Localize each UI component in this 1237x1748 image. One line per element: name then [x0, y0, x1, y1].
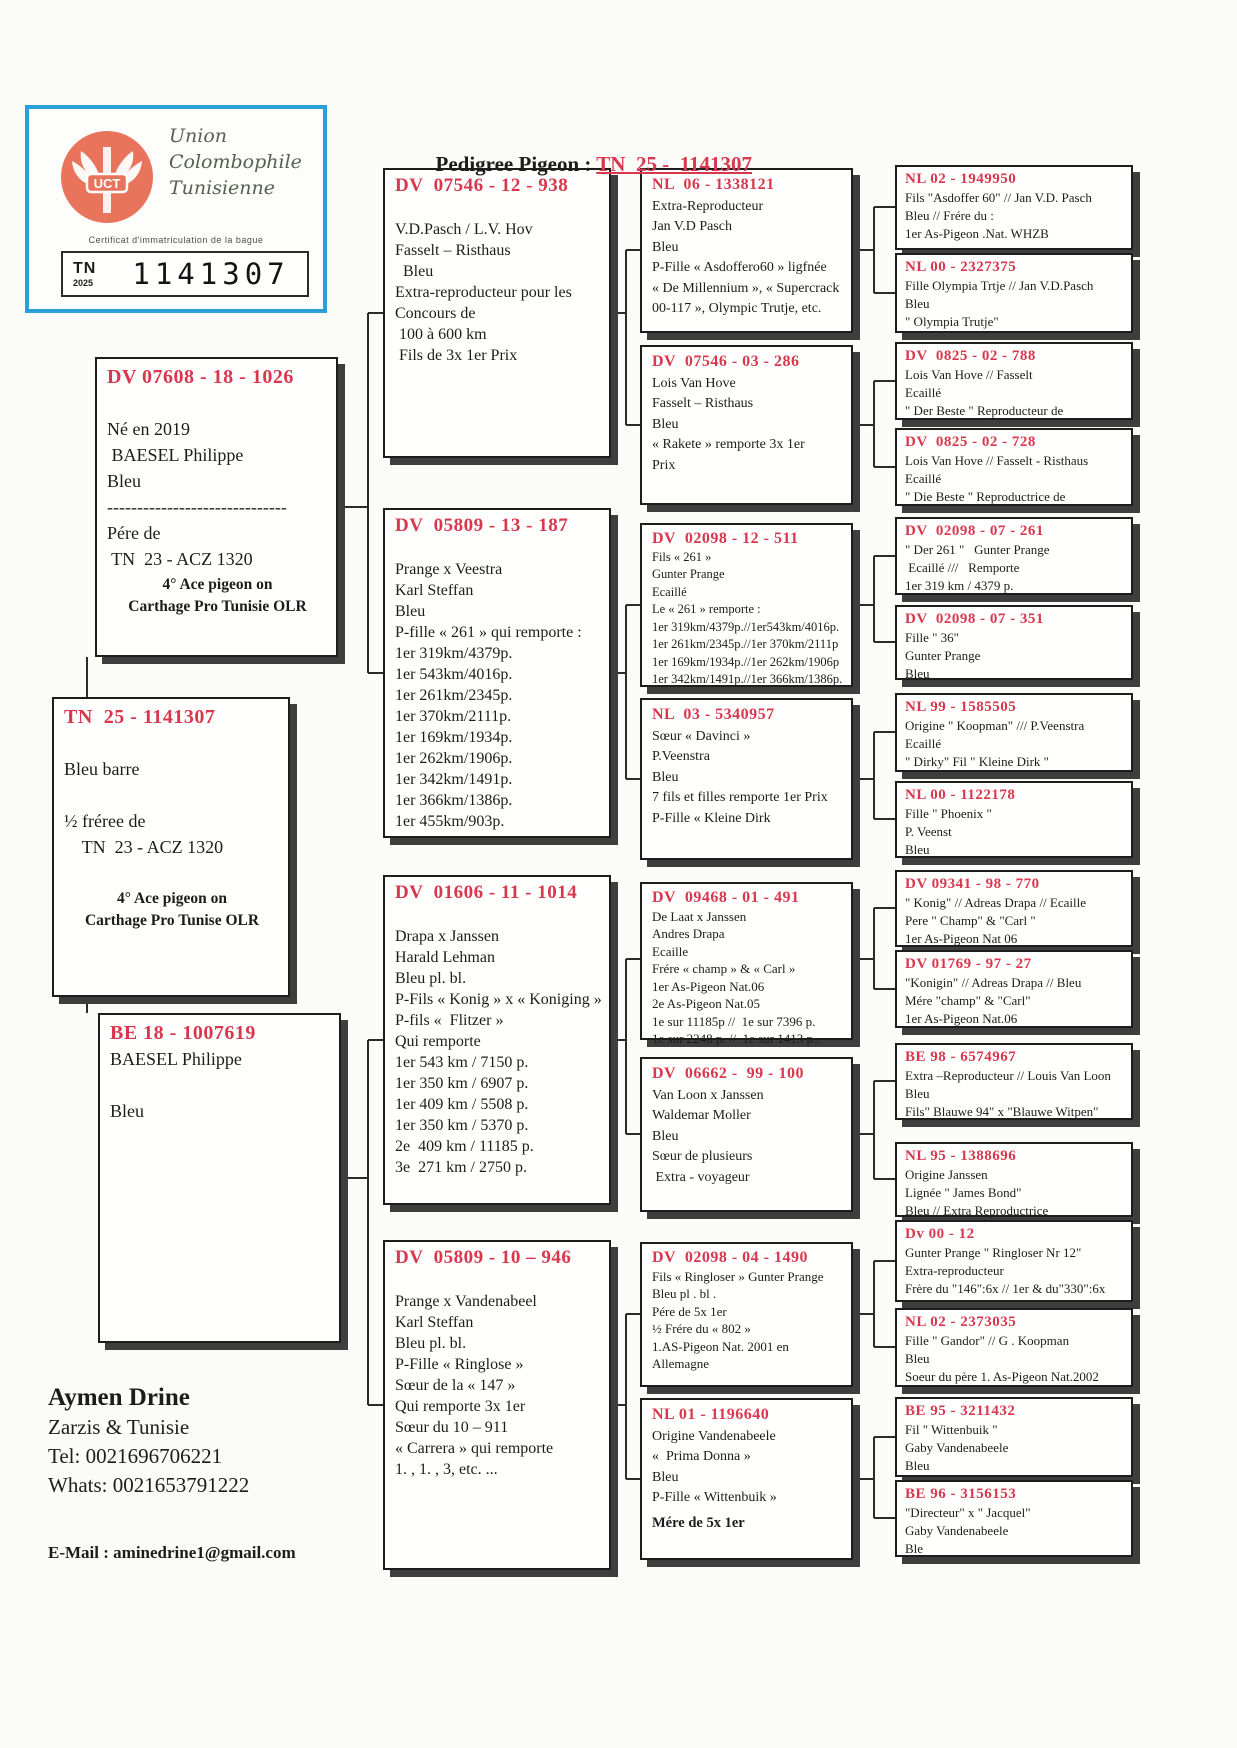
box-line: 1er 370km/2111p.	[395, 708, 512, 725]
box-line: Ecaillé	[652, 584, 687, 599]
box-line: 1er 455km/903p.	[395, 813, 505, 830]
box-bold-lines	[64, 888, 280, 932]
breeder-phone: Tel: 0021696706221	[48, 1444, 223, 1468]
box-line: Lois Van Hove // Fasselt - Risthaus	[905, 453, 1089, 468]
box-line: Sœur de plusieurs	[652, 1149, 753, 1164]
box-line: Origine Janssen	[905, 1167, 988, 1182]
box-line: « Rakete » remporte 3x 1er	[652, 437, 805, 452]
box-dv-0825-02-788	[895, 342, 1133, 420]
box-line: Andres Drapa	[652, 926, 725, 941]
box-lines	[395, 1270, 601, 1480]
box-line: TN 23 - ACZ 1320	[107, 549, 253, 569]
box-line: Bleu pl. bl.	[395, 970, 467, 987]
box-line: Bleu	[905, 296, 930, 311]
box-line: Frère du "146":6x // 1er & du"330":6x	[905, 1281, 1106, 1296]
box-line: Gunter Prange	[652, 567, 725, 581]
box-line: Fils "Asdoffer 60" // Jan V.D. Pasch	[905, 190, 1092, 205]
box-line: Mére "champ" & "Carl"	[905, 993, 1031, 1008]
box-line: " Die Beste " Reproductrice de	[905, 489, 1066, 504]
box-header: BE 96 - 3156153	[905, 1486, 1017, 1502]
box-header: NL 99 - 1585505	[905, 699, 1017, 715]
box-header: BE 98 - 6574967	[905, 1049, 1017, 1065]
box-line: 1er 350 km / 5370 p.	[395, 1117, 529, 1134]
box-line: Sœur du 10 – 911	[395, 1419, 509, 1436]
box-header: DV 02098 - 04 - 1490	[652, 1249, 808, 1266]
box-dv-00-12	[895, 1220, 1133, 1302]
box-line: Bleu	[652, 416, 679, 432]
box-lines	[652, 1268, 843, 1373]
box-line: " Der Beste " Reproducteur de	[905, 403, 1064, 418]
box-line: 1er 319km/4379p.	[395, 645, 513, 662]
box-dv-01769-97-27	[895, 950, 1133, 1028]
ring-number: 1141307	[132, 257, 290, 291]
box-line: 100 à 600 km	[395, 326, 487, 343]
box-line: Lois Van Hove // Fasselt	[905, 367, 1033, 382]
breeder-whatsapp: Whats: 0021653791222	[48, 1473, 250, 1497]
box-line: Pére de	[107, 523, 161, 543]
box-line: 00-117 », Olympic Trutje, etc.	[652, 301, 822, 316]
box-dv-05809-13-187	[383, 508, 611, 838]
box-lines	[652, 374, 843, 477]
box-dv-09468-01-491	[640, 882, 853, 1046]
box-dv-02098-12-511	[640, 523, 853, 687]
box-line: 1er 409 km / 5508 p.	[395, 1096, 529, 1113]
box-line: Bleu barre	[64, 759, 140, 779]
box-lines	[395, 905, 601, 1178]
box-header: DV 01769 - 97 - 27	[905, 956, 1032, 972]
box-lines	[905, 1421, 1125, 1475]
box-lines	[905, 541, 1125, 595]
box-dv-02098-07-261	[895, 517, 1133, 595]
box-line	[64, 860, 280, 886]
box-line: Gaby Vandenabeele	[905, 1440, 1009, 1455]
box-line	[395, 1270, 601, 1291]
box-line: P-Fille « Asdoffero60 » ligfnée	[652, 260, 827, 275]
box-line: Extra-reproducteur pour les	[395, 284, 572, 301]
box-header: DV 02098 - 07 - 351	[905, 611, 1044, 627]
box-line: P-fils « Flitzer »	[395, 1012, 504, 1029]
ring-year: 2025	[73, 277, 94, 288]
breeder-email: E-Mail : aminedrine1@gmail.com	[48, 1543, 296, 1562]
box-line: 1er 169km/1934p.//1er 262km/1906p	[652, 654, 840, 669]
box-lines	[905, 277, 1125, 331]
org-line: Union	[169, 125, 228, 147]
box-lines	[652, 549, 843, 689]
box-line: Prange x Veestra	[395, 561, 503, 578]
box-header: DV 01606 - 11 - 1014	[395, 882, 578, 903]
box-bold-lines	[107, 574, 328, 618]
box-lines	[64, 730, 280, 886]
box-line: Bleu	[107, 471, 141, 491]
box-nl-03-5340957	[640, 698, 853, 860]
box-header: DV 07546 - 03 - 286	[652, 353, 800, 370]
box-line: Origine Vandenabeele	[652, 1428, 776, 1444]
box-line: " Dirky" Fil " Kleine Dirk "	[905, 754, 1049, 769]
box-header: DV 05809 - 10 – 946	[395, 1247, 572, 1268]
box-line: " Der 261 " Gunter Prange	[905, 542, 1050, 557]
box-nl-06-1338121	[640, 168, 853, 333]
box-lines	[905, 805, 1125, 859]
box-nl-95-1388696	[895, 1142, 1133, 1217]
box-header: DV 07546 - 12 - 938	[395, 175, 569, 196]
box-line: Pére de 5x 1er	[652, 1303, 727, 1319]
box-line: Fil " Wittenbuik "	[905, 1422, 998, 1437]
box-line: Karl Steffan	[395, 1314, 474, 1331]
box-line: 1er 169km/1934p.	[395, 729, 513, 746]
box-header: NL 03 - 5340957	[652, 706, 775, 723]
box-dv-01606-11-1014	[383, 875, 611, 1205]
box-line: Frére « champ » & « Carl »	[652, 961, 796, 976]
box-line: Fille " Phoenix "	[905, 806, 992, 821]
box-line: Carthage Pro Tunisie OLR	[128, 598, 307, 615]
box-lines	[395, 538, 601, 832]
org-line: Tunisienne	[169, 177, 276, 199]
box-dv-05809-10-946	[383, 1240, 611, 1570]
box-header: NL 02 - 1949950	[905, 171, 1017, 187]
organization-name	[169, 123, 324, 201]
box-line: BAESEL Philippe	[107, 445, 244, 465]
page-title-ring-number: TN 25 - 1141307	[596, 152, 753, 176]
box-nl-02-2373035	[895, 1308, 1133, 1387]
box-line: Ecaillé	[905, 385, 942, 400]
box-lines	[905, 1244, 1125, 1298]
breeder-name: Aymen Drine	[48, 1384, 190, 1411]
org-line: Colombophile	[169, 151, 302, 173]
box-line: TN 23 - ACZ 1320	[64, 837, 224, 857]
box-line: 1er 350 km / 6907 p.	[395, 1075, 529, 1092]
box-line: Bleu pl . bl .	[652, 1286, 717, 1301]
box-dv-02098-04-1490	[640, 1242, 853, 1387]
box-header: DV 07608 - 18 - 1026	[107, 366, 294, 388]
box-line: Harald Lehman	[395, 949, 495, 966]
box-line: 1er As-Pigeon Nat 06	[905, 931, 1018, 946]
box-line: " Olympia Trutje"	[905, 314, 999, 329]
box-line: P-fille « 261 » qui remporte :	[395, 624, 582, 641]
box-lines	[905, 974, 1125, 1028]
box-line: Gunter Prange	[905, 648, 981, 663]
box-line: "Konigin" // Adreas Drapa // Bleu	[905, 975, 1082, 990]
box-lines	[905, 717, 1125, 771]
box-line: 1er As-Pigeon .Nat. WHZB	[905, 226, 1049, 241]
box-line: Fille " Gandor" // G . Koopman	[905, 1333, 1070, 1348]
box-line: 2e 409 km / 11185 p.	[395, 1138, 534, 1155]
box-header: TN 25 - 1141307	[64, 706, 216, 728]
box-header: DV 02098 - 07 - 261	[905, 523, 1044, 539]
box-lines	[652, 197, 843, 320]
box-line: Lois Van Hove	[652, 375, 736, 391]
box-line: ½ Frére du « 802 »	[652, 1321, 751, 1336]
box-be-98-6574967	[895, 1043, 1133, 1120]
box-line: Bleu	[905, 1086, 930, 1101]
box-lines	[905, 1166, 1125, 1220]
box-nl-02-1949950	[895, 165, 1133, 250]
box-lines	[652, 1086, 843, 1189]
box-line: Fille " 36"	[905, 630, 959, 645]
box-nl-99-1585505	[895, 693, 1133, 772]
box-line: 1er As-Pigeon Nat.06	[905, 1011, 1018, 1026]
box-bold-lines	[652, 1513, 843, 1534]
box-line: 1er 319 km / 4379 p.	[905, 578, 1014, 593]
box-line	[110, 1072, 331, 1098]
box-subject-tn-25-1141307	[52, 697, 290, 997]
box-line	[395, 198, 601, 219]
box-line: BAESEL Philippe	[110, 1049, 242, 1069]
box-line: Fasselt – Risthaus	[395, 242, 511, 259]
box-dv-09341-98-770	[895, 870, 1133, 947]
box-line: Bleu	[905, 1458, 930, 1473]
box-line: ½ fréree de	[64, 811, 146, 831]
box-header: NL 95 - 1388696	[905, 1148, 1017, 1164]
box-line: Bleu	[905, 666, 930, 681]
box-nl-00-2327375	[895, 253, 1133, 333]
box-line: 1. , 1. , 3, etc. ...	[395, 1461, 498, 1478]
box-line: Mére de 5x 1er	[652, 1514, 745, 1531]
box-line: Bleu	[905, 842, 930, 857]
box-dv-07546-03-286	[640, 345, 853, 505]
box-mother-be-18-1007619	[98, 1013, 341, 1343]
box-line: 1er 342km/1491p.	[395, 771, 513, 788]
box-dv-0825-02-728	[895, 428, 1133, 506]
box-be-95-3211432	[895, 1397, 1133, 1477]
box-line: P-Fille « Kleine Dirk	[652, 810, 771, 826]
box-lines	[905, 1504, 1125, 1558]
box-nl-01-1196640	[640, 1398, 853, 1560]
box-line: Fasselt – Risthaus	[652, 396, 754, 411]
box-line: Jan V.D Pasch	[652, 219, 732, 234]
box-line: Bleu	[905, 1351, 930, 1366]
box-line: 1er 543km/4016p.	[395, 666, 513, 683]
box-line: Fils" Blauwe 94" x "Blauwe Witpen"	[905, 1104, 1099, 1119]
box-line: Prange x Vandenabeel	[395, 1293, 537, 1310]
box-line: Bleu	[652, 1469, 679, 1485]
box-line: P-Fils « Konig » x « Koniging »	[395, 991, 602, 1008]
box-line: Qui remporte 3x 1er	[395, 1398, 526, 1415]
box-line: Fils « 261 »	[652, 549, 712, 564]
box-header: NL 02 - 2373035	[905, 1314, 1017, 1330]
box-lines	[905, 1067, 1125, 1121]
box-line: 1er 543 km / 7150 p.	[395, 1054, 529, 1071]
box-line: 4° Ace pigeon on	[162, 576, 273, 593]
box-line: « De Millennium », « Supercrack	[652, 280, 840, 296]
box-line: "Directeur" x " Jacquel"	[905, 1505, 1031, 1520]
box-dv-06662-99-100	[640, 1057, 853, 1212]
box-line: P-Fille « Ringlose »	[395, 1356, 524, 1373]
box-line: De Laat x Janssen	[652, 908, 747, 924]
box-line	[64, 730, 280, 756]
box-line: Karl Steffan	[395, 582, 474, 599]
box-lines	[652, 727, 843, 830]
box-line: Extra-reproducteur	[905, 1263, 1004, 1278]
box-header: DV 02098 - 12 - 511	[652, 530, 799, 547]
box-line: 4° Ace pigeon on	[117, 890, 227, 907]
box-line: Ecaillé	[905, 736, 942, 751]
box-lines	[905, 452, 1125, 506]
box-line: Bleu pl. bl.	[395, 1335, 467, 1352]
breeder-location: Zarzis & Tunisie	[48, 1415, 190, 1439]
box-header: DV 06662 - 99 - 100	[652, 1065, 804, 1082]
box-header: DV 0825 - 02 - 788	[905, 348, 1036, 364]
box-line: P. Veenst	[905, 824, 952, 839]
box-lines	[110, 1046, 331, 1124]
box-header: BE 18 - 1007619	[110, 1022, 256, 1044]
box-dv-07546-12-938	[383, 168, 611, 458]
box-header: NL 01 - 1196640	[652, 1406, 770, 1423]
box-line: Extra-Reproducteur	[652, 198, 764, 214]
box-line: Allemagne	[652, 1356, 710, 1371]
box-line: Extra - voyageur	[652, 1169, 750, 1185]
box-header: NL 00 - 2327375	[905, 259, 1017, 275]
box-line: Extra –Reproducteur // Louis Van Loon	[905, 1068, 1111, 1083]
box-line: Bleu	[395, 603, 426, 620]
box-line: Drapa x Janssen	[395, 928, 499, 945]
box-line: Fille Olympia Trtje // Jan V.D.Pasch	[905, 278, 1094, 293]
box-line: « Carrera » qui remporte	[395, 1440, 554, 1457]
box-be-96-3156153	[895, 1480, 1133, 1557]
box-lines	[652, 1427, 843, 1509]
box-line: " Konig" // Adreas Drapa // Ecaille	[905, 895, 1087, 910]
uct-logo-icon	[57, 127, 157, 227]
box-dv-02098-07-351	[895, 605, 1133, 680]
box-line: 1.AS-Pigeon Nat. 2001 en	[652, 1338, 789, 1354]
box-nl-00-1122178	[895, 781, 1133, 858]
box-line: 1er 319km/4379p.//1er543km/4016p.	[652, 619, 840, 634]
box-line: Sœur de la « 147 »	[395, 1377, 516, 1394]
box-lines	[905, 629, 1125, 683]
box-line	[107, 390, 328, 416]
box-lines	[395, 198, 601, 366]
box-line: Bleu	[110, 1101, 144, 1121]
box-line: Fils de 3x 1er Prix	[395, 347, 518, 364]
box-line: Sœur « Davinci »	[652, 728, 751, 744]
ring-country: TN	[73, 259, 97, 277]
box-line: Bleu	[652, 239, 679, 255]
box-line: Pere " Champ" & "Carl "	[905, 913, 1036, 928]
ring-number-box	[61, 251, 309, 297]
box-line: Concours de	[395, 305, 476, 322]
box-line: P-Fille « Wittenbuik »	[652, 1490, 777, 1505]
box-line: Van Loon x Janssen	[652, 1087, 764, 1103]
box-header: DV 09341 - 98 - 770	[905, 876, 1040, 892]
box-line: Bleu	[395, 263, 434, 280]
box-line: 1e sur 2248 p. // 1e sur 1413 p..	[652, 1031, 820, 1046]
box-line: Ble	[905, 1541, 924, 1556]
box-header: Dv 00 - 12	[905, 1226, 975, 1242]
box-line: 7 fils et filles remporte 1er Prix	[652, 790, 828, 805]
box-line: 1er 262km/1906p.	[395, 750, 513, 767]
ring-country-year	[73, 261, 125, 288]
box-line: Le « 261 » remporte :	[652, 602, 761, 616]
box-lines	[905, 189, 1125, 243]
box-line: Prix	[652, 457, 676, 473]
box-header: DV 05809 - 13 - 187	[395, 515, 569, 536]
box-lines	[905, 1332, 1125, 1386]
box-line: Ecaillé /// Remporte	[905, 560, 1020, 575]
box-lines	[652, 908, 843, 1048]
box-lines	[107, 390, 328, 572]
box-header: DV 0825 - 02 - 728	[905, 434, 1036, 450]
box-line: Qui remporte	[395, 1033, 481, 1050]
box-line: Gunter Prange " Ringloser Nr 12"	[905, 1245, 1082, 1260]
box-line: Bleu // Frére du :	[905, 208, 994, 223]
box-line: Né en 2019	[107, 419, 190, 439]
box-line: Carthage Pro Tunise OLR	[84, 912, 260, 929]
box-line: Fils « Ringloser » Gunter Prange	[652, 1268, 824, 1284]
box-line: Bleu	[652, 1128, 679, 1144]
certificate-caption: Certificat d'immatriculation de la bague	[88, 235, 264, 245]
box-line: 1er 261km/2345p.	[395, 687, 513, 704]
contact-block	[48, 1383, 249, 1500]
box-line	[395, 538, 601, 559]
box-line	[395, 905, 601, 926]
box-line: Lignée " James Bond"	[905, 1185, 1022, 1200]
box-line: ------------------------------	[107, 497, 287, 517]
box-line: Soeur du père 1. As-Pigeon Nat.2002	[905, 1369, 1099, 1384]
box-line: Bleu	[652, 769, 679, 785]
box-line: V.D.Pasch / L.V. Hov	[395, 221, 533, 238]
box-line: 1er 261km/2345p.//1er 370km/2111p	[652, 637, 839, 651]
page-title	[425, 127, 752, 177]
box-line: Waldemar Moller	[652, 1108, 751, 1123]
box-header: DV 09468 - 01 - 491	[652, 889, 800, 906]
box-line: 2e As-Pigeon Nat.05	[652, 996, 760, 1011]
box-line: Ecaillé	[905, 471, 942, 486]
box-line: 1er As-Pigeon Nat.06	[652, 978, 765, 994]
box-line: 3e 271 km / 2750 p.	[395, 1159, 527, 1176]
box-header: NL 00 - 1122178	[905, 787, 1016, 803]
box-line	[64, 782, 280, 808]
box-line: « Prima Donna »	[652, 1449, 751, 1464]
box-line: 1er 366km/1386p.	[395, 792, 513, 809]
box-line: 1er 342km/1491p.//1er 366km/1386p.	[652, 672, 843, 686]
box-line: 1e sur 11185p // 1e sur 7396 p.	[652, 1013, 816, 1029]
box-line: Gaby Vandenabeele	[905, 1523, 1009, 1538]
box-lines	[905, 894, 1125, 948]
box-line: Bleu // Extra Reproductrice	[905, 1203, 1049, 1218]
box-header: NL 06 - 1338121	[652, 176, 775, 193]
svg-text:UCT: UCT	[93, 176, 121, 191]
page-title-label: Pedigree Pigeon :	[435, 152, 597, 176]
box-line: P.Veenstra	[652, 749, 710, 764]
box-father-dv-07608-18-1026	[95, 357, 338, 657]
box-header: BE 95 - 3211432	[905, 1403, 1016, 1419]
box-line: Origine " Koopman" /// P.Veenstra	[905, 718, 1085, 733]
registration-certificate	[25, 105, 327, 313]
box-line: Ecaille	[652, 943, 689, 959]
box-lines	[905, 366, 1125, 420]
